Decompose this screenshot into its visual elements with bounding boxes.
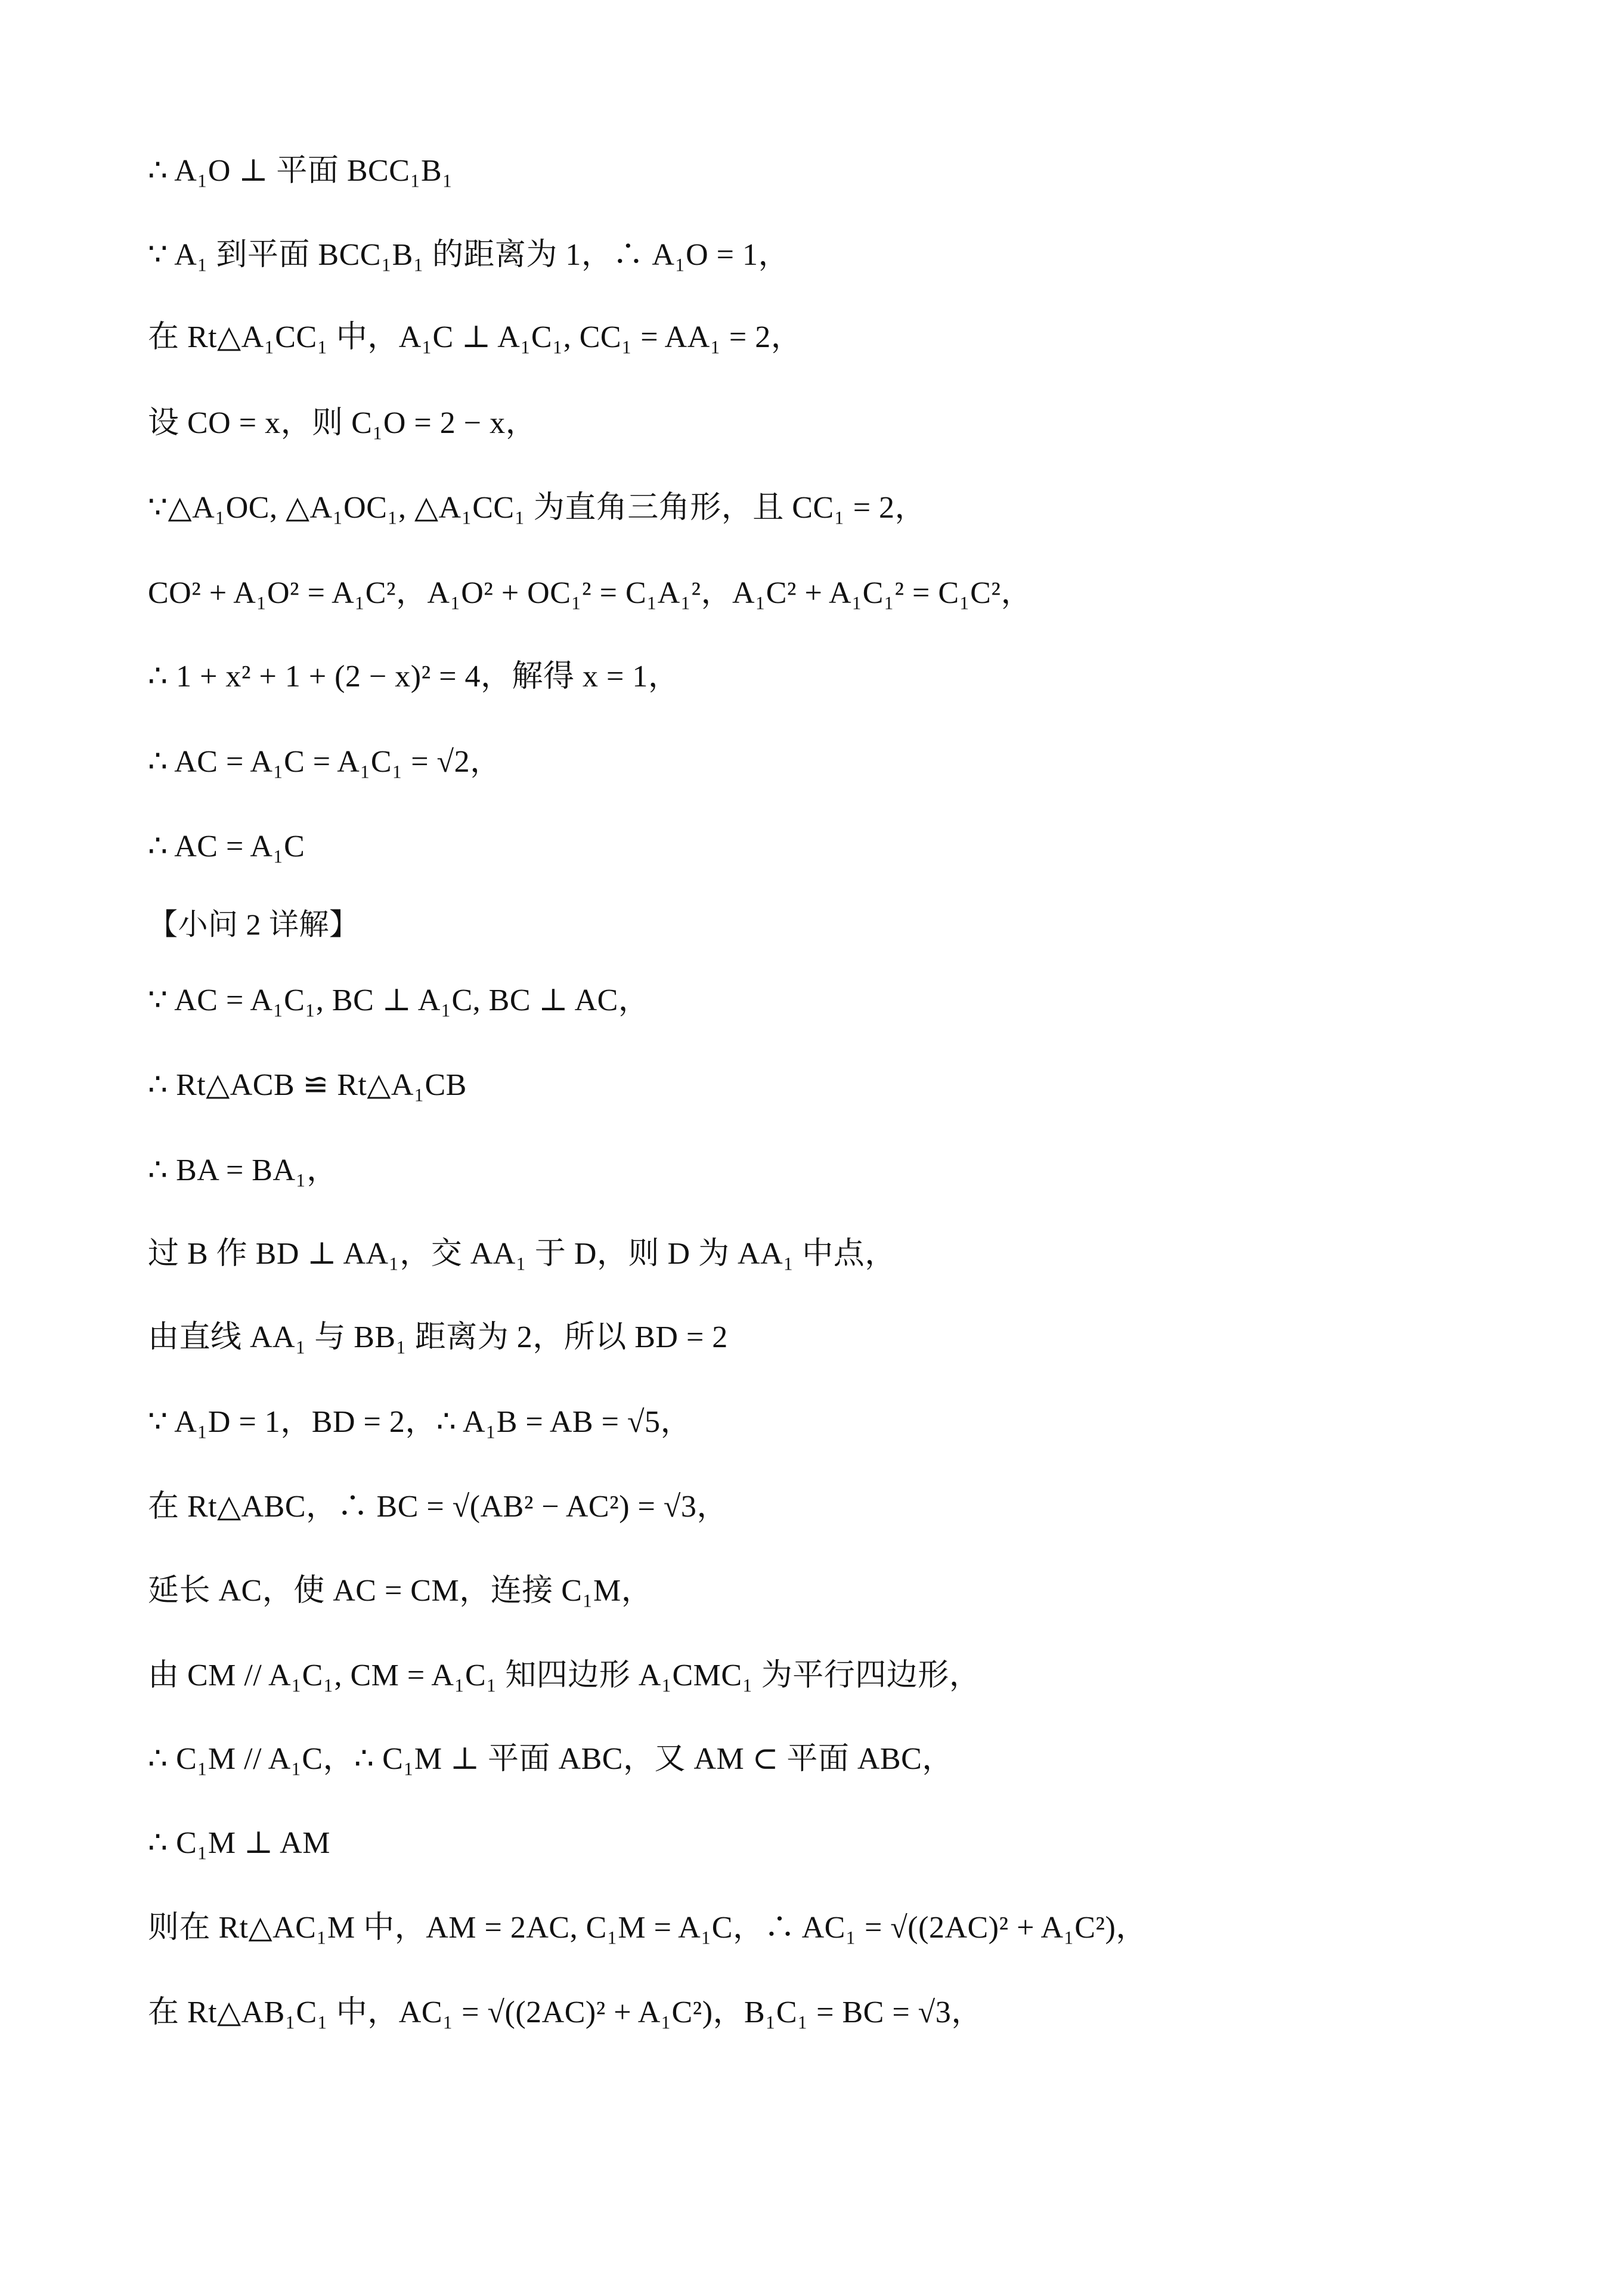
proof-line-9: ∴ AC = A₁C <box>148 830 305 864</box>
proof-line-16: 在 Rt△ABC，∴ BC = √(AB² − AC²) = √3， <box>148 1490 728 1524</box>
section-heading-part-2: 【小问 2 详解】 <box>148 908 360 941</box>
proof-line-12: ∴ BA = BA₁， <box>148 1153 338 1187</box>
proof-line-2: ∵ A₁ 到平面 BCC₁B₁ 的距离为 1，∴ A₁O = 1， <box>148 238 789 272</box>
proof-line-18: 由 CM // A₁C₁, CM = A₁C₁ 知四边形 A₁CMC₁ 为平行四边形， <box>148 1658 981 1692</box>
proof-line-1: ∴ A₁O ⊥ 平面 BCC₁B₁ <box>148 154 453 188</box>
proof-line-15: ∵ A₁D = 1，BD = 2，∴ A₁B = AB = √5， <box>148 1405 692 1439</box>
proof-line-19: ∴ C₁M // A₁C，∴ C₁M ⊥ 平面 ABC，又 AM ⊂ 平面 ABC， <box>148 1742 953 1776</box>
proof-line-22: 在 Rt△AB₁C₁ 中，AC₁ = √((2AC)² + A₁C²)，B₁C₁ = BC = √3， <box>148 1995 983 2029</box>
proof-line-11: ∴ Rt△ACB ≌ Rt△A₁CB <box>148 1068 467 1102</box>
proof-line-6: CO² + A₁O² = A₁C²，A₁O² + OC₁² = C₁A₁²，A₁C² + A₁C₁² = C₁C²， <box>148 576 1032 610</box>
proof-line-21: 则在 Rt△AC₁M 中，AM = 2AC, C₁M = A₁C，∴ AC₁ = √((2AC)² + A₁C²)， <box>148 1911 1147 1945</box>
proof-line-14: 由直线 AA₁ 与 BB₁ 距离为 2，所以 BD = 2 <box>148 1320 728 1354</box>
proof-line-5: ∵△A₁OC, △A₁OC₁, △A₁CC₁ 为直角三角形，且 CC₁ = 2， <box>148 491 927 525</box>
proof-line-17: 延长 AC，使 AC = CM，连接 C₁M， <box>148 1574 653 1608</box>
proof-line-3: 在 Rt△A₁CC₁ 中，A₁C ⊥ A₁C₁, CC₁ = AA₁ = 2， <box>148 320 803 354</box>
proof-line-20: ∴ C₁M ⊥ AM <box>148 1826 330 1860</box>
proof-line-13: 过 B 作 BD ⊥ AA₁，交 AA₁ 于 D，则 D 为 AA₁ 中点， <box>148 1237 896 1271</box>
proof-line-4: 设 CO = x，则 C₁O = 2 − x， <box>148 406 537 440</box>
proof-line-8: ∴ AC = A₁C = A₁C₁ = √2， <box>148 745 501 779</box>
proof-line-10: ∵ AC = A₁C₁, BC ⊥ A₁C, BC ⊥ AC， <box>148 983 650 1017</box>
proof-line-7: ∴ 1 + x² + 1 + (2 − x)² = 4，解得 x = 1， <box>148 660 680 694</box>
